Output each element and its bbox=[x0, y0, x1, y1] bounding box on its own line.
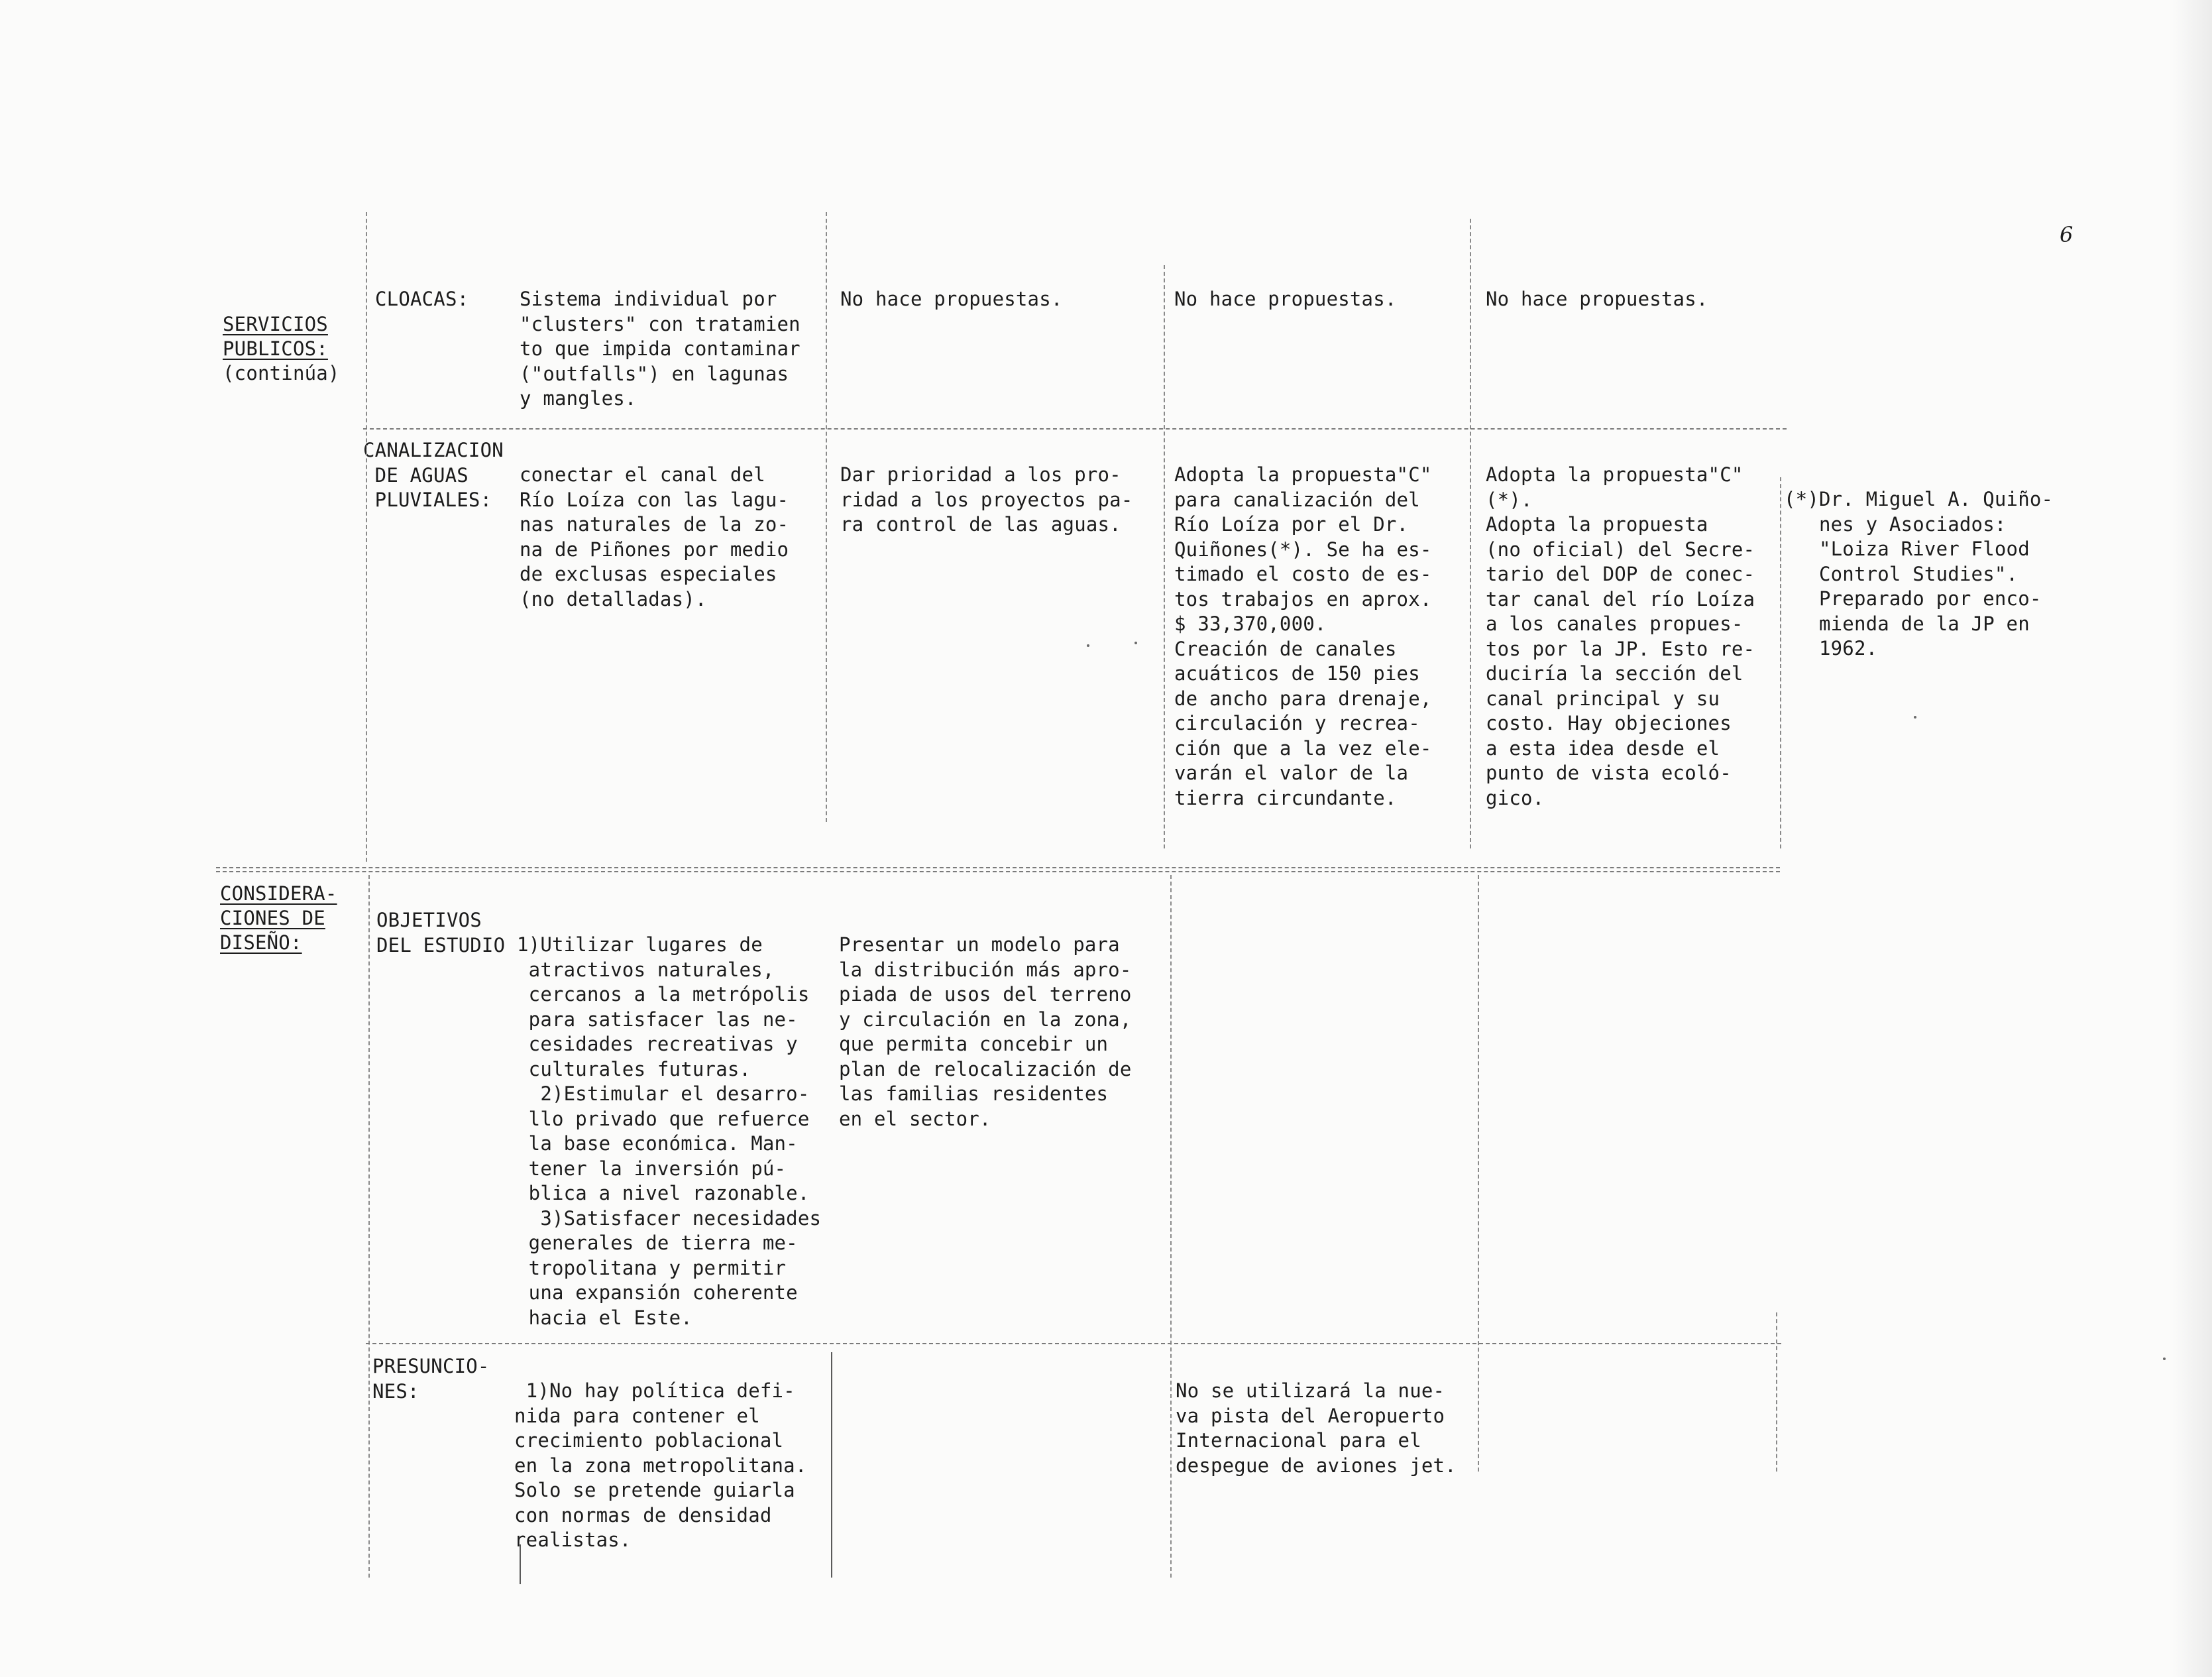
heading-consideraciones-1: CONSIDERA- bbox=[220, 882, 337, 905]
rule-vertical-left-lower bbox=[368, 875, 370, 1578]
rule-horizontal-1 bbox=[363, 428, 1787, 430]
rule-vertical-col5 bbox=[1780, 477, 1781, 848]
rule-horizontal-3 bbox=[366, 1343, 1781, 1344]
canalizacion-col1: conectar el canal del Río Loíza con las lagu- nas naturales de la zo- na de Piñones por medio de exclusas especiales (no detalladas). bbox=[520, 463, 789, 610]
canalizacion-label: CANALIZACION DE AGUAS PLUVIALES: bbox=[363, 439, 504, 511]
rule-vertical-col3 bbox=[1164, 265, 1165, 848]
paper-edge-shadow bbox=[2172, 0, 2212, 1677]
rule-vertical-col4-lower bbox=[1478, 875, 1479, 1472]
rule-horizontal-2 bbox=[216, 867, 1780, 868]
canalizacion-footnote: (*)Dr. Miguel A. Quiño- nes y Asociados: "Loiza River Flood Control Studies". Preparado por enco- mienda de la JP en 1962. bbox=[1784, 488, 2054, 660]
presunciones-col3: No se utilizará la nue- va pista del Aeropuerto Internacional para el despegue de aviones jet. bbox=[1176, 1379, 1457, 1477]
scan-speck bbox=[2163, 1358, 2166, 1360]
heading-servicios-1: SERVICIOS bbox=[223, 313, 328, 335]
presunciones-label: PRESUNCIO- NES: bbox=[372, 1355, 490, 1403]
scan-speck bbox=[1134, 642, 1137, 644]
cloacas-col1: Sistema individual por "clusters" con tratamien to que impida contaminar ("outfalls") en lagunas y mangles. bbox=[520, 288, 801, 410]
heading-servicios-2: PUBLICOS: bbox=[223, 337, 328, 360]
cloacas-label: CLOACAS: bbox=[375, 288, 469, 310]
rule-vertical-col3-lower bbox=[1170, 875, 1172, 1578]
objetivos-label: OBJETIVOS DEL ESTUDIO bbox=[376, 909, 506, 956]
rule-vertical-left-upper bbox=[366, 212, 367, 862]
page-number: 6 bbox=[2060, 222, 2074, 247]
rule-vertical-col5-lower bbox=[1776, 1312, 1777, 1472]
objetivos-col1: 1)Utilizar lugares de atractivos naturales, cercanos a la metrópolis para satisfacer las ne- cesidades recreativas y culturales futuras. 2)Estimular el desarro- llo privado que refuerce la base económica. Man- tener la inversión pú- blica a nivel razonable. 3)Satisfacer necesidades generales de tierra me- tropolitana y permitir una expansión coherente hacia el Este. bbox=[517, 933, 822, 1329]
rule-vertical-col4 bbox=[1470, 219, 1471, 848]
rule-vertical-presunciones bbox=[831, 1352, 832, 1578]
rule-horizontal-2b bbox=[216, 871, 1780, 872]
scan-speck bbox=[1087, 644, 1089, 647]
cloacas-col4: No hace propuestas. bbox=[1486, 288, 1708, 310]
heading-consideraciones-3: DISEÑO: bbox=[220, 931, 302, 954]
cloacas-col3: No hace propuestas. bbox=[1174, 288, 1397, 310]
scan-speck bbox=[1914, 716, 1916, 719]
canalizacion-col4: Adopta la propuesta"C" (*). Adopta la propuesta (no oficial) del Secre- tario del DOP de conec- tar canal del río Loíza a los canales propues- tos por la JP. Esto re- duciría la sección del canal principal y su costo. Hay objeciones a esta idea desde el punto de vista ecoló- gico. bbox=[1486, 463, 1755, 809]
presunciones-col1: 1)No hay política defi- nida para contener el crecimiento poblacional en la zona metropolitana. Solo se pretende guiarla con normas de densidad realistas. bbox=[514, 1379, 807, 1551]
heading-consideraciones-2: CIONES DE bbox=[220, 907, 325, 929]
canalizacion-col3: Adopta la propuesta"C" para canalización del Río Loíza por el Dr. Quiñones(*). Se ha es- timado el costo de es- tos trabajos en aprox. $ 33,370,000. Creación de canales acuáticos de 150 pies de ancho para drenaje, circulación y recrea- ción que a la vez ele- varán el valor de la tierra circundante. bbox=[1174, 463, 1432, 809]
rule-vertical-col2 bbox=[826, 212, 827, 822]
heading-servicios-continua: (continúa) bbox=[223, 362, 340, 384]
canalizacion-col2: Dar prioridad a los pro- ridad a los proyectos pa- ra control de las aguas. bbox=[840, 463, 1133, 536]
rule-vertical-short bbox=[520, 1544, 521, 1584]
objetivos-col2: Presentar un modelo para la distribución más apro- piada de usos del terreno y circulación en la zona, que permita concebir un plan de relocalización de las familias residentes en el sector. bbox=[839, 933, 1132, 1130]
cloacas-col2: No hace propuestas. bbox=[840, 288, 1063, 310]
